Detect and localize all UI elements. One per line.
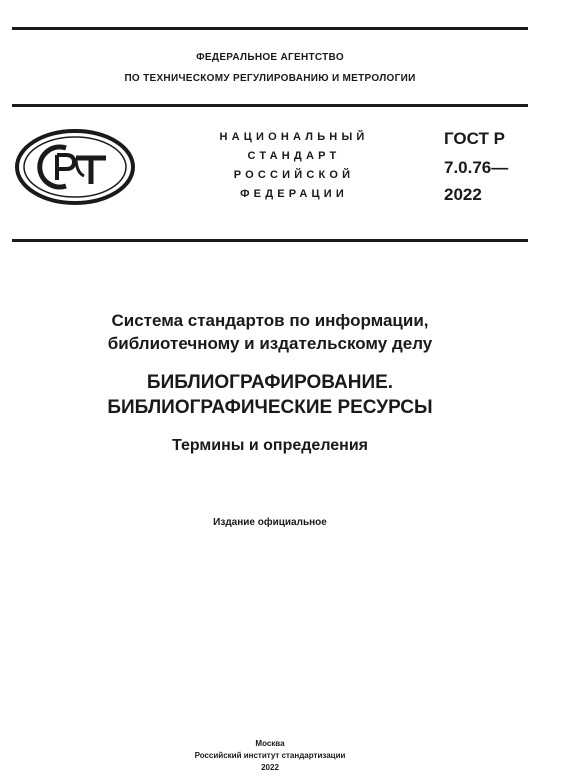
middle-rule: [12, 104, 528, 107]
imprint-city: Москва: [255, 739, 285, 748]
standard-type-line3: РОССИЙСКОЙ: [233, 169, 355, 181]
document-subtitle: Термины и определения: [171, 437, 368, 454]
document-title-line1: БИБЛИОГРАФИРОВАНИЕ.: [146, 372, 394, 393]
agency-name-line2: ПО ТЕХНИЧЕСКОМУ РЕГУЛИРОВАНИЮ И МЕТРОЛОГИИ: [124, 73, 416, 84]
imprint-publisher: Российский институт стандартизации: [194, 751, 346, 760]
designation-line1: ГОСТ Р: [444, 129, 505, 148]
series-title-line1: Система стандартов по информации,: [111, 311, 429, 330]
standard-type-line2: СТАНДАРТ: [247, 150, 341, 162]
lower-rule: [12, 239, 528, 242]
standard-type-line1: НАЦИОНАЛЬНЫЙ: [219, 131, 369, 143]
rst-logo-icon: [14, 128, 136, 206]
agency-name-line1: ФЕДЕРАЛЬНОЕ АГЕНТСТВО: [196, 52, 344, 63]
imprint-year: 2022: [261, 763, 279, 772]
top-rule: [12, 27, 528, 30]
standard-type-line4: ФЕДЕРАЦИИ: [240, 188, 348, 200]
designation-line2: 7.0.76—: [444, 158, 509, 177]
designation-line3: 2022: [444, 185, 482, 204]
edition-note: Издание официальное: [213, 517, 327, 528]
series-title-line2: библиотечному и издательскому делу: [107, 334, 433, 353]
document-title-line2: БИБЛИОГРАФИЧЕСКИЕ РЕСУРСЫ: [107, 397, 433, 418]
